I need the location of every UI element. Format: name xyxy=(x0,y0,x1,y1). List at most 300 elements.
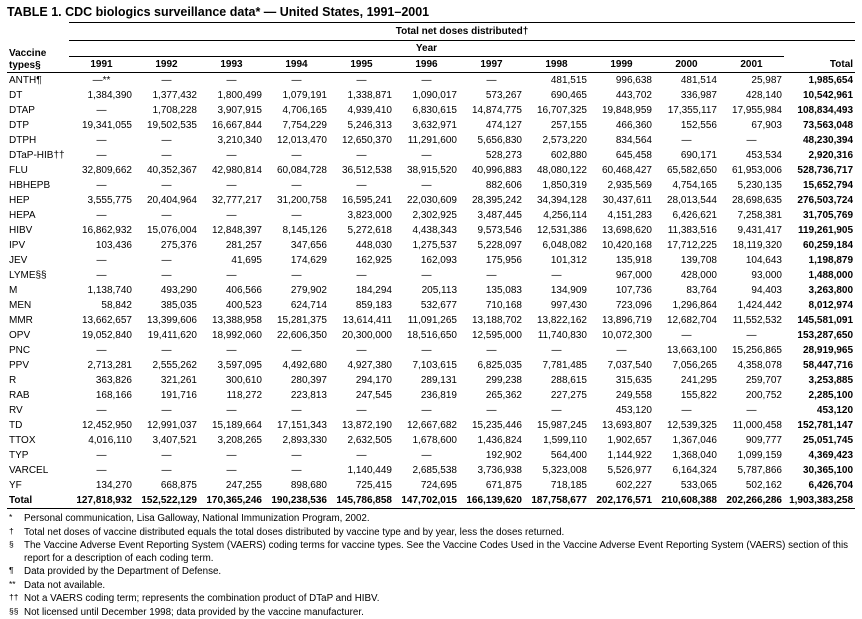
value-cell: 1,599,110 xyxy=(543,435,587,446)
value-cell: 249,558 xyxy=(615,390,652,401)
row-total-cell: 108,834,493 xyxy=(797,105,854,116)
value-cell: 18,119,320 xyxy=(732,240,782,251)
value-cell: — xyxy=(551,345,562,356)
value-cell: 1,140,449 xyxy=(347,465,392,476)
footnote-symbol: §§ xyxy=(9,605,19,616)
value-cell: 19,411,620 xyxy=(147,330,197,341)
value-cell: 13,698,620 xyxy=(601,225,652,236)
value-cell: — xyxy=(291,210,302,221)
col-header-total: Total xyxy=(784,57,855,73)
value-cell: 15,076,004 xyxy=(146,225,197,236)
value-cell: 347,656 xyxy=(290,240,327,251)
value-cell: 4,151,283 xyxy=(607,210,652,221)
table-row xyxy=(7,388,855,403)
table-row xyxy=(7,223,855,238)
value-cell: — xyxy=(161,465,172,476)
value-cell: 690,465 xyxy=(550,90,587,101)
row-label: MMR xyxy=(9,315,33,326)
value-cell: — xyxy=(226,465,237,476)
value-cell: 13,662,657 xyxy=(81,315,132,326)
value-cell: — xyxy=(356,180,367,191)
value-cell: 3,210,340 xyxy=(217,135,262,146)
value-cell: — xyxy=(161,450,172,461)
value-cell: 17,151,343 xyxy=(276,420,327,431)
value-cell: 724,695 xyxy=(420,480,457,491)
value-cell: 1,338,871 xyxy=(347,90,392,101)
value-cell: — xyxy=(421,405,432,416)
value-cell: 168,166 xyxy=(95,390,132,401)
row-label: MEN xyxy=(9,300,32,311)
value-cell: 11,552,532 xyxy=(732,315,782,326)
value-cell: 1,678,600 xyxy=(412,435,457,446)
value-cell: 265,362 xyxy=(485,390,522,401)
row-label: DTP xyxy=(9,120,29,131)
value-cell: 174,629 xyxy=(290,255,327,266)
value-cell: — xyxy=(616,345,627,356)
col-header-year: 1993 xyxy=(199,57,264,73)
value-cell: 25,987 xyxy=(751,75,782,86)
table-row xyxy=(7,358,855,373)
row-label: DTaP-HIB†† xyxy=(9,150,65,161)
row-total-cell: 30,365,100 xyxy=(802,465,854,476)
value-cell: 428,140 xyxy=(745,90,782,101)
footnote-symbol: § xyxy=(9,539,14,550)
value-cell: 718,185 xyxy=(550,480,587,491)
value-cell: 247,545 xyxy=(355,390,392,401)
footnote xyxy=(7,607,855,619)
value-cell: 11,291,600 xyxy=(407,135,457,146)
value-cell: 28,395,242 xyxy=(471,195,522,206)
value-cell: — xyxy=(291,405,302,416)
row-total-cell: 10,542,961 xyxy=(802,90,854,101)
value-cell: — xyxy=(96,450,107,461)
value-cell: — xyxy=(226,270,237,281)
row-total-cell: 119,261,905 xyxy=(797,225,854,236)
value-cell: — xyxy=(421,75,432,86)
value-cell: 9,573,546 xyxy=(477,225,522,236)
value-cell: 28,698,635 xyxy=(731,195,782,206)
value-cell: 16,667,844 xyxy=(211,120,262,131)
value-cell: 12,452,950 xyxy=(81,420,132,431)
value-cell: 175,956 xyxy=(485,255,522,266)
value-cell: 1,850,319 xyxy=(542,180,587,191)
value-cell: 1,138,740 xyxy=(87,285,132,296)
total-row xyxy=(7,493,855,509)
footnote-symbol: ** xyxy=(9,578,16,589)
value-cell: — xyxy=(291,180,302,191)
value-cell: — xyxy=(551,405,562,416)
row-label: JEV xyxy=(9,255,28,266)
value-cell: 134,909 xyxy=(550,285,587,296)
row-label: DTAP xyxy=(9,105,35,116)
value-cell: 834,564 xyxy=(615,135,652,146)
value-cell: 19,341,055 xyxy=(81,120,132,131)
value-cell: 6,825,035 xyxy=(477,360,522,371)
value-cell: 3,555,775 xyxy=(87,195,132,206)
value-cell: 34,394,128 xyxy=(536,195,587,206)
value-cell: 289,131 xyxy=(420,375,457,386)
value-cell: 2,302,925 xyxy=(412,210,457,221)
value-cell: 61,953,006 xyxy=(731,165,782,176)
value-cell: — xyxy=(421,180,432,191)
value-cell: 19,848,959 xyxy=(601,105,652,116)
row-label: HBHEPB xyxy=(9,180,51,191)
value-cell: 20,300,000 xyxy=(341,330,392,341)
value-cell: 336,987 xyxy=(680,90,717,101)
col-header-year: 1996 xyxy=(394,57,459,73)
table-row xyxy=(7,133,855,148)
value-cell: 4,927,380 xyxy=(347,360,392,371)
value-cell: — xyxy=(226,405,237,416)
value-cell: 448,030 xyxy=(355,240,392,251)
value-cell: — xyxy=(746,135,757,146)
footnote xyxy=(7,580,855,593)
row-total-cell: 1,198,879 xyxy=(808,255,854,266)
footnote-symbol: † xyxy=(9,525,14,536)
value-cell: 690,171 xyxy=(680,150,717,161)
row-total-cell: 3,253,885 xyxy=(808,375,854,386)
value-cell: 13,822,162 xyxy=(536,315,587,326)
row-label: HEP xyxy=(9,195,30,206)
value-cell: 5,230,135 xyxy=(737,180,782,191)
value-cell: — xyxy=(161,345,172,356)
value-cell: 13,614,411 xyxy=(342,315,392,326)
value-cell: 192,902 xyxy=(485,450,522,461)
value-cell: 210,608,388 xyxy=(654,493,719,509)
value-cell: — xyxy=(486,405,497,416)
value-cell: — xyxy=(421,150,432,161)
value-cell: 31,200,758 xyxy=(276,195,327,206)
value-cell: 60,084,728 xyxy=(276,165,327,176)
value-cell: 13,896,719 xyxy=(601,315,652,326)
value-cell: 4,492,680 xyxy=(282,360,327,371)
value-cell: 184,294 xyxy=(355,285,392,296)
value-cell: 16,707,325 xyxy=(536,105,587,116)
value-cell: — xyxy=(421,270,432,281)
value-cell: — xyxy=(226,345,237,356)
value-cell: 493,290 xyxy=(160,285,197,296)
value-cell: 725,415 xyxy=(355,480,392,491)
value-cell: 4,706,165 xyxy=(282,105,327,116)
value-cell: — xyxy=(96,345,107,356)
value-cell: 668,875 xyxy=(160,480,197,491)
value-cell: — xyxy=(96,465,107,476)
value-cell: — xyxy=(161,135,172,146)
value-cell: 11,740,830 xyxy=(537,330,587,341)
table-row xyxy=(7,253,855,268)
row-total-cell: 15,652,794 xyxy=(802,180,854,191)
value-cell: 20,404,964 xyxy=(146,195,197,206)
value-cell: 294,170 xyxy=(355,375,392,386)
value-cell: — xyxy=(291,345,302,356)
value-cell: — xyxy=(226,180,237,191)
col-header-year: 1995 xyxy=(329,57,394,73)
value-cell: — xyxy=(746,405,757,416)
value-cell: 241,295 xyxy=(680,375,717,386)
value-cell: 6,830,615 xyxy=(412,105,457,116)
value-cell: 4,358,078 xyxy=(737,360,782,371)
value-cell: 6,048,082 xyxy=(542,240,587,251)
value-cell: 996,638 xyxy=(615,75,652,86)
row-label: RAB xyxy=(9,390,30,401)
value-cell: 101,312 xyxy=(550,255,587,266)
value-cell: 5,272,618 xyxy=(347,225,392,236)
value-cell: 9,431,417 xyxy=(737,225,782,236)
value-cell: 2,573,220 xyxy=(542,135,587,146)
value-cell: 187,758,677 xyxy=(524,493,589,509)
value-cell: 93,000 xyxy=(751,270,782,281)
value-cell: 135,083 xyxy=(485,285,522,296)
value-cell: 18,992,060 xyxy=(211,330,262,341)
value-cell: 1,368,040 xyxy=(672,450,717,461)
value-cell: 400,523 xyxy=(225,300,262,311)
value-cell: — xyxy=(96,150,107,161)
value-cell: — xyxy=(356,450,367,461)
col-header-year: 1998 xyxy=(524,57,589,73)
value-cell: 315,635 xyxy=(615,375,652,386)
table-row xyxy=(7,418,855,433)
table-row xyxy=(7,148,855,163)
value-cell: 162,925 xyxy=(355,255,392,266)
value-cell: 17,712,225 xyxy=(666,240,717,251)
value-cell: 65,582,650 xyxy=(666,165,717,176)
row-label: Total xyxy=(7,493,69,509)
value-cell: — xyxy=(96,210,107,221)
value-cell: — xyxy=(291,150,302,161)
value-cell: 19,052,840 xyxy=(81,330,132,341)
value-cell: 170,365,246 xyxy=(199,493,264,509)
value-cell: 532,677 xyxy=(420,300,457,311)
value-cell: 205,113 xyxy=(421,285,457,296)
value-cell: 135,918 xyxy=(615,255,652,266)
value-cell: 134,270 xyxy=(95,480,132,491)
table-row xyxy=(7,118,855,133)
col-header-year: 2001 xyxy=(719,57,784,73)
row-label: DTPH xyxy=(9,135,37,146)
value-cell: 155,822 xyxy=(680,390,717,401)
value-cell: 474,127 xyxy=(485,120,522,131)
value-cell: 5,787,866 xyxy=(737,465,782,476)
value-cell: — xyxy=(161,150,172,161)
value-cell: — xyxy=(161,405,172,416)
value-cell: — xyxy=(161,75,172,86)
value-cell: 624,714 xyxy=(290,300,327,311)
row-total-cell: 1,903,383,258 xyxy=(784,493,855,509)
value-cell: 281,257 xyxy=(225,240,262,251)
value-cell: 967,000 xyxy=(615,270,652,281)
value-cell: 1,424,442 xyxy=(737,300,782,311)
footnote-text: Personal communication, Lisa Galloway, National Immunization Program, 2002. xyxy=(24,513,370,524)
value-cell: 247,255 xyxy=(225,480,262,491)
value-cell: 16,862,932 xyxy=(81,225,132,236)
value-cell: 5,323,008 xyxy=(542,465,587,476)
table-row xyxy=(7,163,855,178)
value-cell: — xyxy=(356,270,367,281)
value-cell: — xyxy=(226,450,237,461)
value-cell: — xyxy=(681,405,692,416)
value-cell: 200,752 xyxy=(745,390,782,401)
value-cell: 5,228,097 xyxy=(477,240,522,251)
value-cell: 32,809,662 xyxy=(81,165,132,176)
value-cell: 2,632,505 xyxy=(347,435,392,446)
value-cell: — xyxy=(421,450,432,461)
value-cell: 60,468,427 xyxy=(601,165,652,176)
value-cell: 152,556 xyxy=(680,120,717,131)
value-cell: 300,610 xyxy=(225,375,262,386)
value-cell: 4,016,110 xyxy=(88,435,132,446)
value-cell: 7,037,540 xyxy=(607,360,652,371)
value-cell: 1,296,864 xyxy=(672,300,717,311)
value-cell: 6,426,621 xyxy=(672,210,717,221)
value-cell: 166,139,620 xyxy=(459,493,524,509)
vaccine-types-header xyxy=(7,23,69,73)
footnote xyxy=(7,540,855,565)
value-cell: 107,736 xyxy=(615,285,652,296)
value-cell: 38,915,520 xyxy=(406,165,457,176)
value-cell: 13,693,807 xyxy=(601,420,652,431)
value-cell: 4,939,410 xyxy=(347,105,392,116)
value-cell: 13,188,702 xyxy=(471,315,522,326)
row-total-cell: 4,369,423 xyxy=(808,450,854,461)
footnote xyxy=(7,566,855,579)
value-cell: 13,663,100 xyxy=(666,345,717,356)
value-cell: 1,708,228 xyxy=(152,105,197,116)
value-cell: — xyxy=(96,135,107,146)
value-cell: — xyxy=(161,210,172,221)
row-label: LYME§§ xyxy=(9,270,47,281)
footnotes xyxy=(7,513,855,619)
table-row xyxy=(7,298,855,313)
footnote-text: Data provided by the Department of Defense. xyxy=(24,566,222,578)
table-row xyxy=(7,208,855,223)
value-cell: 5,656,830 xyxy=(477,135,522,146)
value-cell: 40,352,367 xyxy=(146,165,197,176)
row-label: OPV xyxy=(9,330,31,341)
value-cell: 1,367,046 xyxy=(672,435,717,446)
footnote-symbol: †† xyxy=(9,592,19,603)
table-row xyxy=(7,403,855,418)
table-row xyxy=(7,343,855,358)
year-header: Year xyxy=(69,41,784,57)
vaccine-types-line2: types§ xyxy=(9,59,41,71)
value-cell: 573,267 xyxy=(485,90,522,101)
table-row xyxy=(7,88,855,103)
value-cell: 671,875 xyxy=(485,480,522,491)
value-cell: 67,903 xyxy=(751,120,782,131)
value-cell: 1,377,432 xyxy=(152,90,197,101)
year-header-spacer xyxy=(784,41,855,57)
value-cell: — xyxy=(291,270,302,281)
surveillance-table xyxy=(7,22,855,509)
value-cell: — xyxy=(681,135,692,146)
value-cell: — xyxy=(291,450,302,461)
value-cell: 15,256,865 xyxy=(731,345,782,356)
value-cell: 4,754,165 xyxy=(672,180,717,191)
value-cell: 15,235,446 xyxy=(471,420,522,431)
row-label: DT xyxy=(9,90,23,101)
value-cell: 28,013,544 xyxy=(666,195,717,206)
column-header-row xyxy=(7,57,855,73)
value-cell: 3,487,445 xyxy=(477,210,522,221)
value-cell: 602,880 xyxy=(550,150,587,161)
value-cell: — xyxy=(356,75,367,86)
row-label: PPV xyxy=(9,360,30,371)
value-cell: 288,615 xyxy=(550,375,587,386)
value-cell: 103,436 xyxy=(95,240,132,251)
value-cell: 145,786,858 xyxy=(329,493,394,509)
value-cell: — xyxy=(291,465,302,476)
row-total-cell: 453,120 xyxy=(816,405,854,416)
value-cell: 321,261 xyxy=(160,375,197,386)
row-label: PNC xyxy=(9,345,31,356)
value-cell: — xyxy=(486,270,497,281)
row-total-cell: 528,736,717 xyxy=(797,165,854,176)
row-label: FLU xyxy=(9,165,28,176)
value-cell: 2,555,262 xyxy=(152,360,197,371)
value-cell: — xyxy=(356,150,367,161)
value-cell: 466,360 xyxy=(615,120,652,131)
value-cell: 406,566 xyxy=(225,285,262,296)
value-cell: 22,030,609 xyxy=(406,195,457,206)
value-cell: 202,176,571 xyxy=(589,493,654,509)
value-cell: 15,987,245 xyxy=(536,420,587,431)
value-cell: 36,512,538 xyxy=(341,165,392,176)
footnote-symbol: ¶ xyxy=(9,565,14,576)
value-cell: 223,813 xyxy=(290,390,327,401)
value-cell: 12,848,397 xyxy=(211,225,262,236)
value-cell: — xyxy=(96,105,107,116)
value-cell: 453,534 xyxy=(745,150,782,161)
row-total-cell: 48,230,394 xyxy=(802,135,854,146)
value-cell: 363,826 xyxy=(95,375,132,386)
value-cell: 453,120 xyxy=(615,405,652,416)
value-cell: 997,430 xyxy=(550,300,587,311)
footnote xyxy=(7,527,855,540)
row-total-cell: 8,012,974 xyxy=(808,300,854,311)
value-cell: 481,515 xyxy=(550,75,587,86)
value-cell: 11,091,265 xyxy=(407,315,457,326)
value-cell: — xyxy=(551,270,562,281)
value-cell: 94,403 xyxy=(751,285,782,296)
value-cell: 12,531,386 xyxy=(536,225,587,236)
value-cell: 10,072,300 xyxy=(601,330,652,341)
value-cell: 564,400 xyxy=(550,450,587,461)
value-cell: 10,420,168 xyxy=(601,240,652,251)
row-total-cell: 73,563,048 xyxy=(802,120,854,131)
table-row xyxy=(7,478,855,493)
value-cell: 12,667,682 xyxy=(406,420,457,431)
value-cell: 2,713,281 xyxy=(87,360,132,371)
value-cell: 13,388,958 xyxy=(211,315,262,326)
value-cell: 2,893,330 xyxy=(282,435,327,446)
value-cell: 18,516,650 xyxy=(406,330,457,341)
col-header-year: 1997 xyxy=(459,57,524,73)
row-total-cell: 1,985,654 xyxy=(808,75,854,86)
row-total-cell: 1,488,000 xyxy=(808,270,854,281)
value-cell: 19,502,535 xyxy=(146,120,197,131)
value-cell: 32,777,217 xyxy=(211,195,262,206)
value-cell: 1,275,537 xyxy=(412,240,457,251)
row-label: VARCEL xyxy=(9,465,49,476)
value-cell: 528,273 xyxy=(485,150,522,161)
value-cell: — xyxy=(356,405,367,416)
table-row xyxy=(7,463,855,478)
value-cell: 1,436,824 xyxy=(477,435,522,446)
value-cell: 202,266,286 xyxy=(719,493,784,509)
table-row xyxy=(7,283,855,298)
value-cell: — xyxy=(96,270,107,281)
value-cell: 5,246,313 xyxy=(347,120,392,131)
